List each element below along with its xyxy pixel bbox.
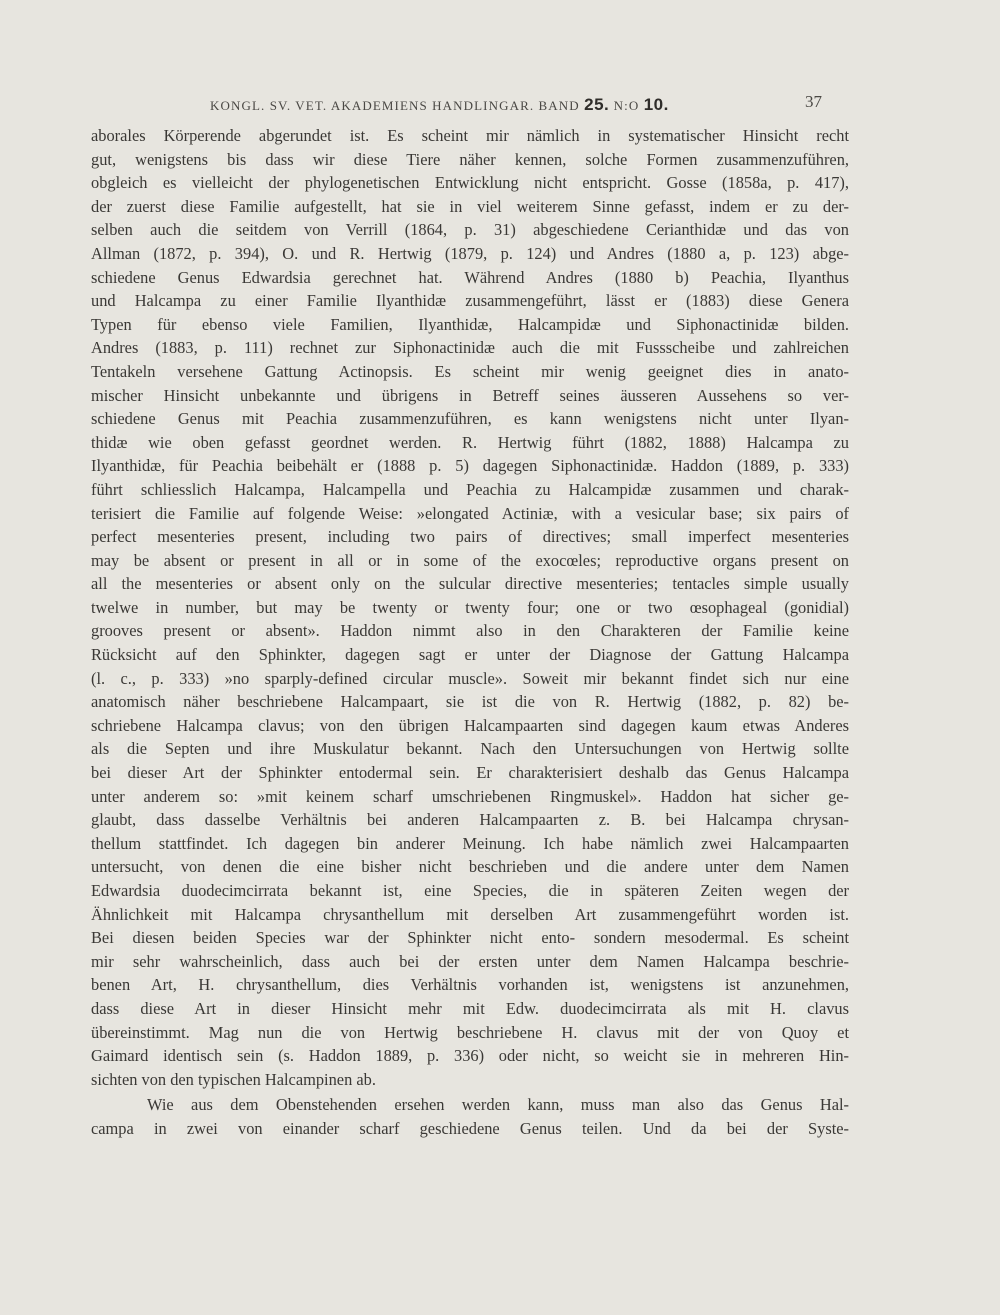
text-line: anatomisch näher beschriebene Halcampaart, sie ist die von R. Hertwig (1882, p. 82) be- — [91, 692, 849, 712]
text-line: twelwe in number, but may be twenty or twenty four; one or two œsophageal (gonidial) — [91, 597, 849, 617]
text-line: Edwardsia duodecimcirrata bekannt ist, eine Species, die in späteren Zeiten wegen der — [91, 881, 849, 900]
text-line: als die Septen und ihre Muskulatur bekannt. Nach den Untersuchungen von Hertwig sollte — [91, 739, 849, 759]
text-line: campa in zwei von einander scharf geschiedene Genus teilen. Und da bei der Syste- — [91, 1118, 849, 1138]
text-line: obgleich es vielleicht der phylogenetischen Entwicklung nicht entspricht. Gosse (1858a, p. 417), — [91, 173, 849, 193]
text-line: (l. c., p. 333) »no sparply-defined circular muscle». Soweit mir bekannt findet sich nur eine — [91, 668, 849, 688]
text-line: führt schliesslich Halcampa, Halcampella und Peachia zu Halcampidæ zusammen und charak- — [91, 479, 849, 499]
text-line: übereinstimmt. Mag nun die von Hertwig beschriebene H. clavus mit der von Quoy et — [91, 1022, 849, 1042]
text-line: terisiert die Familie auf folgende Weise: »elongated Actiniæ, with a vesicular base; six pairs of — [91, 503, 849, 523]
text-line: Rücksicht auf den Sphinkter, dagegen sagt er unter der Diagnose der Gattung Halcampa — [91, 645, 849, 665]
page-number: 37 — [805, 92, 822, 111]
text-line: grooves present or absent». Haddon nimmt also in den Charakteren der Familie keine — [91, 621, 849, 641]
text-line: mir sehr wahrscheinlich, dass auch bei der ersten unter dem Namen Halcampa beschrie- — [91, 951, 849, 971]
text-line: Andres (1883, p. 111) rechnet zur Siphonactinidæ auch die mit Fussscheibe und zahlreichen — [91, 338, 849, 358]
text-line: benen Art, H. chrysanthellum, dies Verhältnis vorhanden ist, wenigstens ist anzunehmen, — [91, 975, 849, 995]
text-line: aborales Körperende abgerundet ist. Es scheint mir nämlich in systematischer Hinsicht recht — [91, 126, 849, 145]
text-line: der zuerst diese Familie aufgestellt, hat sie in viel weiterem Sinne gefasst, indem er zu der- — [91, 196, 849, 216]
text-line: bei dieser Art der Sphinkter entodermal sein. Er charakterisiert deshalb das Genus Halcampa — [91, 763, 849, 783]
text-line: glaubt, dass dasselbe Verhältnis bei anderen Halcampaarten z. B. bei Halcampa chrysan- — [91, 810, 849, 830]
volume-number: 25. — [584, 95, 610, 114]
text-line: mischer Hinsicht unbekannte und übrigens in Betreff seines äusseren Aussehens so ver- — [91, 385, 849, 405]
paragraph-first-line: Wie aus dem Obenstehenden ersehen werden kann, muss man also das Genus Hal- — [147, 1095, 849, 1115]
text-line: gut, wenigstens bis dass wir diese Tiere näher kennen, solche Formen zusammenzuführen, — [91, 149, 849, 169]
text-line: Tentakeln versehene Gattung Actinopsis. Es scheint mir wenig geeignet dies in anato- — [91, 361, 849, 381]
text-line: thellum stattfindet. Ich dagegen bin anderer Meinung. Ich habe nämlich zwei Halcampaarten — [91, 833, 849, 853]
text-line: Gaimard identisch sein (s. Haddon 1889, p. 336) oder nicht, so weicht sie in mehreren Hin- — [91, 1046, 849, 1066]
journal-title: KONGL. SV. VET. AKADEMIENS HANDLINGAR. BAND — [210, 98, 580, 113]
text-line: selben auch die seitdem von Verrill (1864, p. 31) abgeschiedene Cerianthidæ und das von — [91, 220, 849, 240]
text-line: untersucht, von denen die eine bisher nicht beschrieben und die andere unter dem Namen — [91, 857, 849, 877]
body-text — [91, 124, 849, 1141]
text-line: und Halcampa zu einer Familie Ilyanthidæ zusammengeführt, lässt er (1883) diese Genera — [91, 291, 849, 311]
paragraph-last-line: sichten von den typischen Halcampinen ab. — [91, 1069, 376, 1089]
number-label: N:O — [613, 98, 640, 113]
text-line: dass diese Art in dieser Hinsicht mehr mit Edw. duodecimcirrata als mit H. clavus — [91, 998, 849, 1018]
text-line: schiedene Genus Edwardsia gerechnet hat. Während Andres (1880 b) Peachia, Ilyanthus — [91, 267, 849, 287]
text-line: schriebene Halcampa clavus; von den übrigen Halcampaarten sind dagegen kaum etwas Anderes — [91, 715, 849, 735]
issue-number: 10. — [643, 95, 669, 114]
text-line: perfect mesenteries present, including two pairs of directives; small imperfect mesenteries — [91, 527, 849, 547]
text-line: Typen für ebenso viele Familien, Ilyanthidæ, Halcampidæ und Siphonactinidæ bilden. — [91, 314, 849, 334]
text-line: Allman (1872, p. 394), O. und R. Hertwig (1879, p. 124) und Andres (1880 a, p. 123) abge- — [91, 243, 849, 263]
text-line: Ilyanthidæ, für Peachia beibehält er (1888 p. 5) dagegen Siphonactinidæ. Haddon (1889, p. 333) — [91, 456, 849, 476]
text-line: schiedene Genus mit Peachia zusammenzuführen, es kann wenigstens nicht unter Ilyan- — [91, 409, 849, 429]
text-line: may be absent or present in all or in some of the exocœles; reproductive organs present on — [91, 550, 849, 570]
text-line: unter anderem so: »mit keinem scharf umschriebenen Ringmuskel». Haddon hat sicher ge- — [91, 786, 849, 806]
text-line: thidæ wie oben gefasst geordnet werden. R. Hertwig führt (1882, 1888) Halcampa zu — [91, 432, 849, 452]
running-head — [210, 95, 669, 115]
text-line: Bei diesen beiden Species war der Sphinkter nicht ento- sondern mesodermal. Es scheint — [91, 928, 849, 948]
text-line: all the mesenteries or absent only on the sulcular directive mesenteries; tentacles simple usually — [91, 574, 849, 594]
page-header — [210, 92, 822, 116]
text-line: Ähnlichkeit mit Halcampa chrysanthellum mit derselben Art zusammengeführt worden ist. — [91, 904, 849, 924]
